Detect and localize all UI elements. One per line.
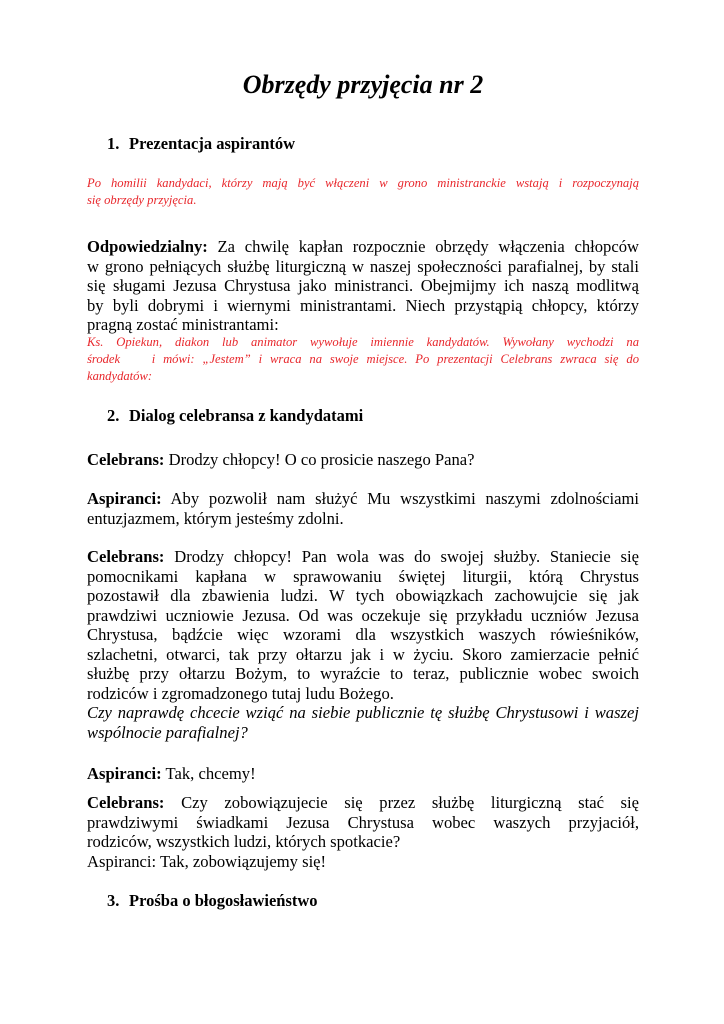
paragraph-text: Drodzy chłopcy! O co prosicie naszego Pana? bbox=[168, 450, 475, 469]
paragraph-line bbox=[87, 237, 639, 257]
dialog-paragraph bbox=[87, 489, 639, 528]
odpowiedzialny-paragraph bbox=[87, 237, 639, 335]
rubric-line: środek i mówi: „Jestem” i wraca na swoje miejsce. Po prezentacji Celebrans zwraca się do bbox=[87, 352, 639, 366]
speaker-label: Celebrans: bbox=[87, 793, 165, 812]
section-title: Prośba o błogosławieństwo bbox=[129, 891, 318, 910]
paragraph-line: szlachetni, otwarci, tak przy ołtarzu jak i w życiu. Skoro zamierzacie pełnić bbox=[87, 644, 639, 664]
paragraph-line: Chrystusa, bądźcie więc wzorami dla wszystkich waszych rówieśników, bbox=[87, 625, 639, 644]
dialog-paragraph bbox=[87, 764, 639, 784]
speaker-label: Celebrans: bbox=[87, 450, 165, 469]
rubric-line: kandydatów: bbox=[87, 369, 153, 383]
section-heading-2 bbox=[107, 405, 363, 427]
paragraph-line: by byli dobrymi i wiernymi ministrantami. Niech przystąpią chłopcy, którzy bbox=[87, 295, 639, 315]
paragraph-line bbox=[87, 764, 639, 784]
speaker-label: Aspiranci: bbox=[87, 764, 162, 783]
question-line: wspólnocie parafialnej? bbox=[87, 722, 248, 742]
speaker-label: Celebrans: bbox=[87, 547, 165, 566]
dialog-paragraph bbox=[87, 793, 639, 871]
paragraph-line: rodziców i zgromadzonego tutaj ludu Bożego. bbox=[87, 683, 394, 703]
section-title: Prezentacja aspirantów bbox=[129, 134, 296, 153]
rubric-line: się obrzędy przyjęcia. bbox=[87, 193, 197, 207]
paragraph-line: w grono pełniących służbę liturgiczną w naszej społeczności parafialnej, by stali bbox=[87, 256, 639, 276]
paragraph-line bbox=[87, 450, 639, 470]
paragraph-line: służbę przy ołtarzu Bożym, to wyraźcie to teraz, publicznie wobec swoich bbox=[87, 664, 639, 683]
paragraph-line: się sługami Jezusa Chrystusa jako ministranci. Obejmijmy ich naszą modlitwą bbox=[87, 276, 639, 295]
section-heading-1 bbox=[107, 133, 295, 155]
speaker-label: Aspiranci: bbox=[87, 489, 162, 508]
paragraph-text: Za chwilę kapłan rozpocznie obrzędy włączenia chłopców bbox=[217, 237, 640, 256]
dialog-paragraph bbox=[87, 450, 639, 470]
paragraph-line: pozostawił dla zbawienia ludzi. W tych obowiązkach zachowujcie się jak bbox=[87, 586, 639, 605]
rubric-paragraph bbox=[87, 334, 639, 385]
paragraph-text: Aby pozwolił nam służyć Mu wszystkimi naszymi zdolnościami bbox=[170, 489, 640, 508]
dialog-paragraph bbox=[87, 547, 639, 742]
section-number: 1. bbox=[107, 134, 120, 153]
paragraph-line: pragną zostać ministrantami: bbox=[87, 315, 279, 334]
paragraph-line bbox=[87, 793, 639, 813]
paragraph-line: entuzjazmem, którym jesteśmy zdolni. bbox=[87, 508, 344, 528]
paragraph-line bbox=[87, 489, 639, 509]
paragraph-text: Tak, chcemy! bbox=[165, 764, 256, 783]
paragraph-line: rodziców, wszystkich ludzi, których spotkacie? bbox=[87, 832, 401, 851]
paragraph-line: prawdziwi uczniowie Jezusa. Od was oczekuje się przykładu uczniów Jezusa bbox=[87, 605, 639, 625]
question-line: Czy naprawdę chcecie wziąć na siebie publicznie tę służbę Chrystusowi i waszej bbox=[87, 703, 639, 722]
rubric-paragraph bbox=[87, 175, 639, 209]
document-title: Obrzędy przyjęcia nr 2 bbox=[242, 70, 484, 99]
rubric-line: Ks. Opiekun, diakon lub animator wywołuje imiennie kandydatów. Wywołany wychodzi na bbox=[87, 335, 639, 349]
paragraph-text: Drodzy chłopcy! Pan wola was do swojej służby. Staniecie się bbox=[174, 547, 639, 566]
paragraph-line: pomocnikami kapłana w sprawowaniu świętej liturgii, którą Chrystus bbox=[87, 566, 639, 586]
rubric-line: Po homilii kandydaci, którzy mają być włączeni w grono ministranckie wstają i rozpoczynają bbox=[87, 176, 639, 190]
section-title: Dialog celebransa z kandydatami bbox=[129, 406, 364, 425]
paragraph-text: Czy zobowiązujecie się przez służbę liturgiczną stać się bbox=[181, 793, 639, 812]
paragraph-line bbox=[87, 547, 639, 567]
paragraph-line: prawdziwymi świadkami Jezusa Chrystusa wobec waszych przyjaciół, bbox=[87, 812, 639, 832]
speaker-label: Odpowiedzialny: bbox=[87, 237, 208, 256]
section-heading-3 bbox=[107, 890, 318, 912]
section-number: 2. bbox=[107, 406, 120, 425]
section-number: 3. bbox=[107, 891, 120, 910]
paragraph-line: Aspiranci: Tak, zobowiązujemy się! bbox=[87, 851, 327, 871]
